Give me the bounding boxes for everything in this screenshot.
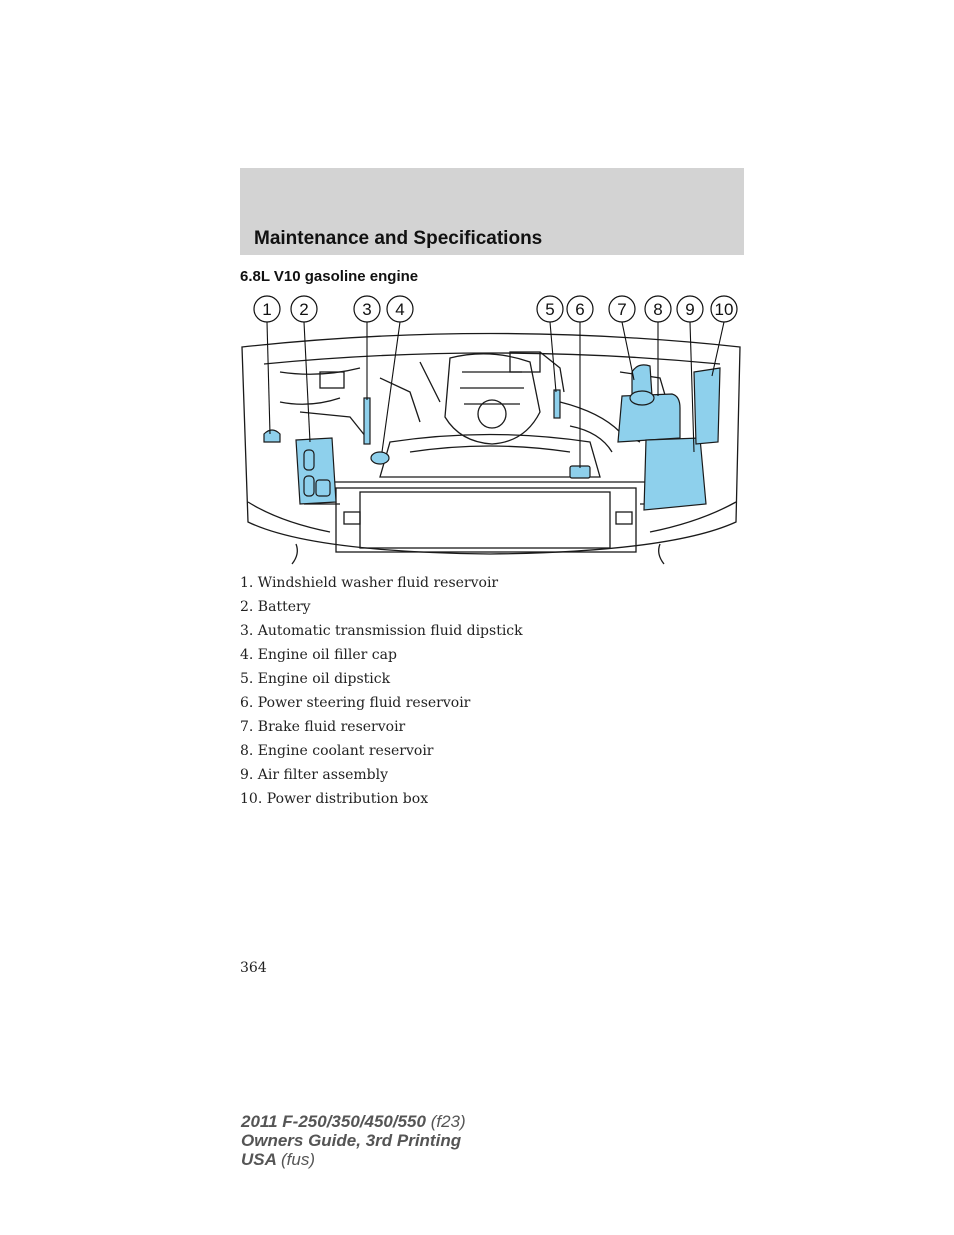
document-footer [241,1112,466,1169]
legend-item: 4. Engine oil filler cap [240,647,397,663]
callout-label-10: 10 [714,300,734,319]
callout-label-5: 5 [545,300,555,319]
legend-item: 2. Battery [240,599,311,615]
footer-market: USA [241,1150,277,1169]
legend-item: 6. Power steering fluid reservoir [240,695,471,711]
legend-item: 3. Automatic transmission fluid dipstick [240,623,523,639]
callout-label-6: 6 [575,300,585,319]
footer-line-3 [241,1150,466,1169]
component-legend [240,573,523,813]
subsection-title: 6.8L V10 gasoline engine [240,268,419,285]
callout-label-3: 3 [362,300,372,319]
legend-item: 8. Engine coolant reservoir [240,743,434,759]
legend-item: 10. Power distribution box [240,791,429,807]
legend-item: 1. Windshield washer fluid reservoir [240,575,499,591]
footer-model: 2011 F-250/350/450/550 [241,1112,426,1131]
callout-label-2: 2 [299,300,309,319]
footer-model-code: (f23) [430,1112,466,1131]
page-number: 364 [240,960,267,976]
legend-item: 5. Engine oil dipstick [240,671,391,687]
engine-compartment-diagram [240,292,744,568]
callout-label-1: 1 [262,300,272,319]
callout-label-9: 9 [685,300,695,319]
callout-label-4: 4 [395,300,405,319]
footer-line-1 [241,1112,466,1131]
footer-market-code: (fus) [281,1150,315,1169]
legend-item: 9. Air filter assembly [240,767,389,783]
section-title: Maintenance and Specifications [254,228,543,249]
callout-label-7: 7 [617,300,627,319]
footer-line-2: Owners Guide, 3rd Printing [241,1131,462,1150]
callout-label-8: 8 [653,300,663,319]
legend-item: 7. Brake fluid reservoir [240,719,406,735]
